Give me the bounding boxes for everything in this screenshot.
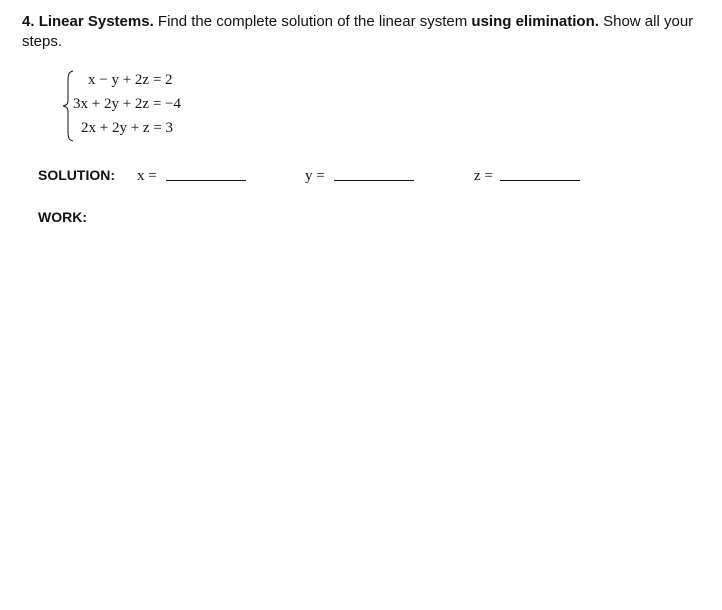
problem-text-before: Find the complete solution of the linear system bbox=[157, 13, 468, 30]
problem-number: 4. bbox=[22, 13, 35, 30]
problem-text-after: Show all your steps. bbox=[22, 13, 694, 50]
y-label: y = bbox=[305, 168, 325, 184]
linear-system bbox=[62, 70, 262, 142]
equation-2: 3x + 2y + 2z = −4 bbox=[73, 96, 181, 112]
z-label: z = bbox=[474, 168, 493, 184]
problem-method: using elimination. bbox=[471, 13, 599, 30]
y-answer-blank[interactable] bbox=[334, 180, 414, 181]
problem-topic: Linear Systems. bbox=[38, 13, 154, 30]
equation-3: 2x + 2y + z = 3 bbox=[81, 120, 174, 136]
z-answer-blank[interactable] bbox=[500, 180, 580, 181]
x-answer-blank[interactable] bbox=[166, 180, 246, 181]
work-label: WORK: bbox=[38, 209, 87, 225]
equation-1: x − y + 2z = 2 bbox=[88, 72, 173, 88]
x-label: x = bbox=[137, 168, 157, 184]
work-area[interactable] bbox=[38, 232, 698, 592]
problem-statement bbox=[22, 12, 702, 52]
solution-label: SOLUTION: bbox=[38, 167, 115, 183]
